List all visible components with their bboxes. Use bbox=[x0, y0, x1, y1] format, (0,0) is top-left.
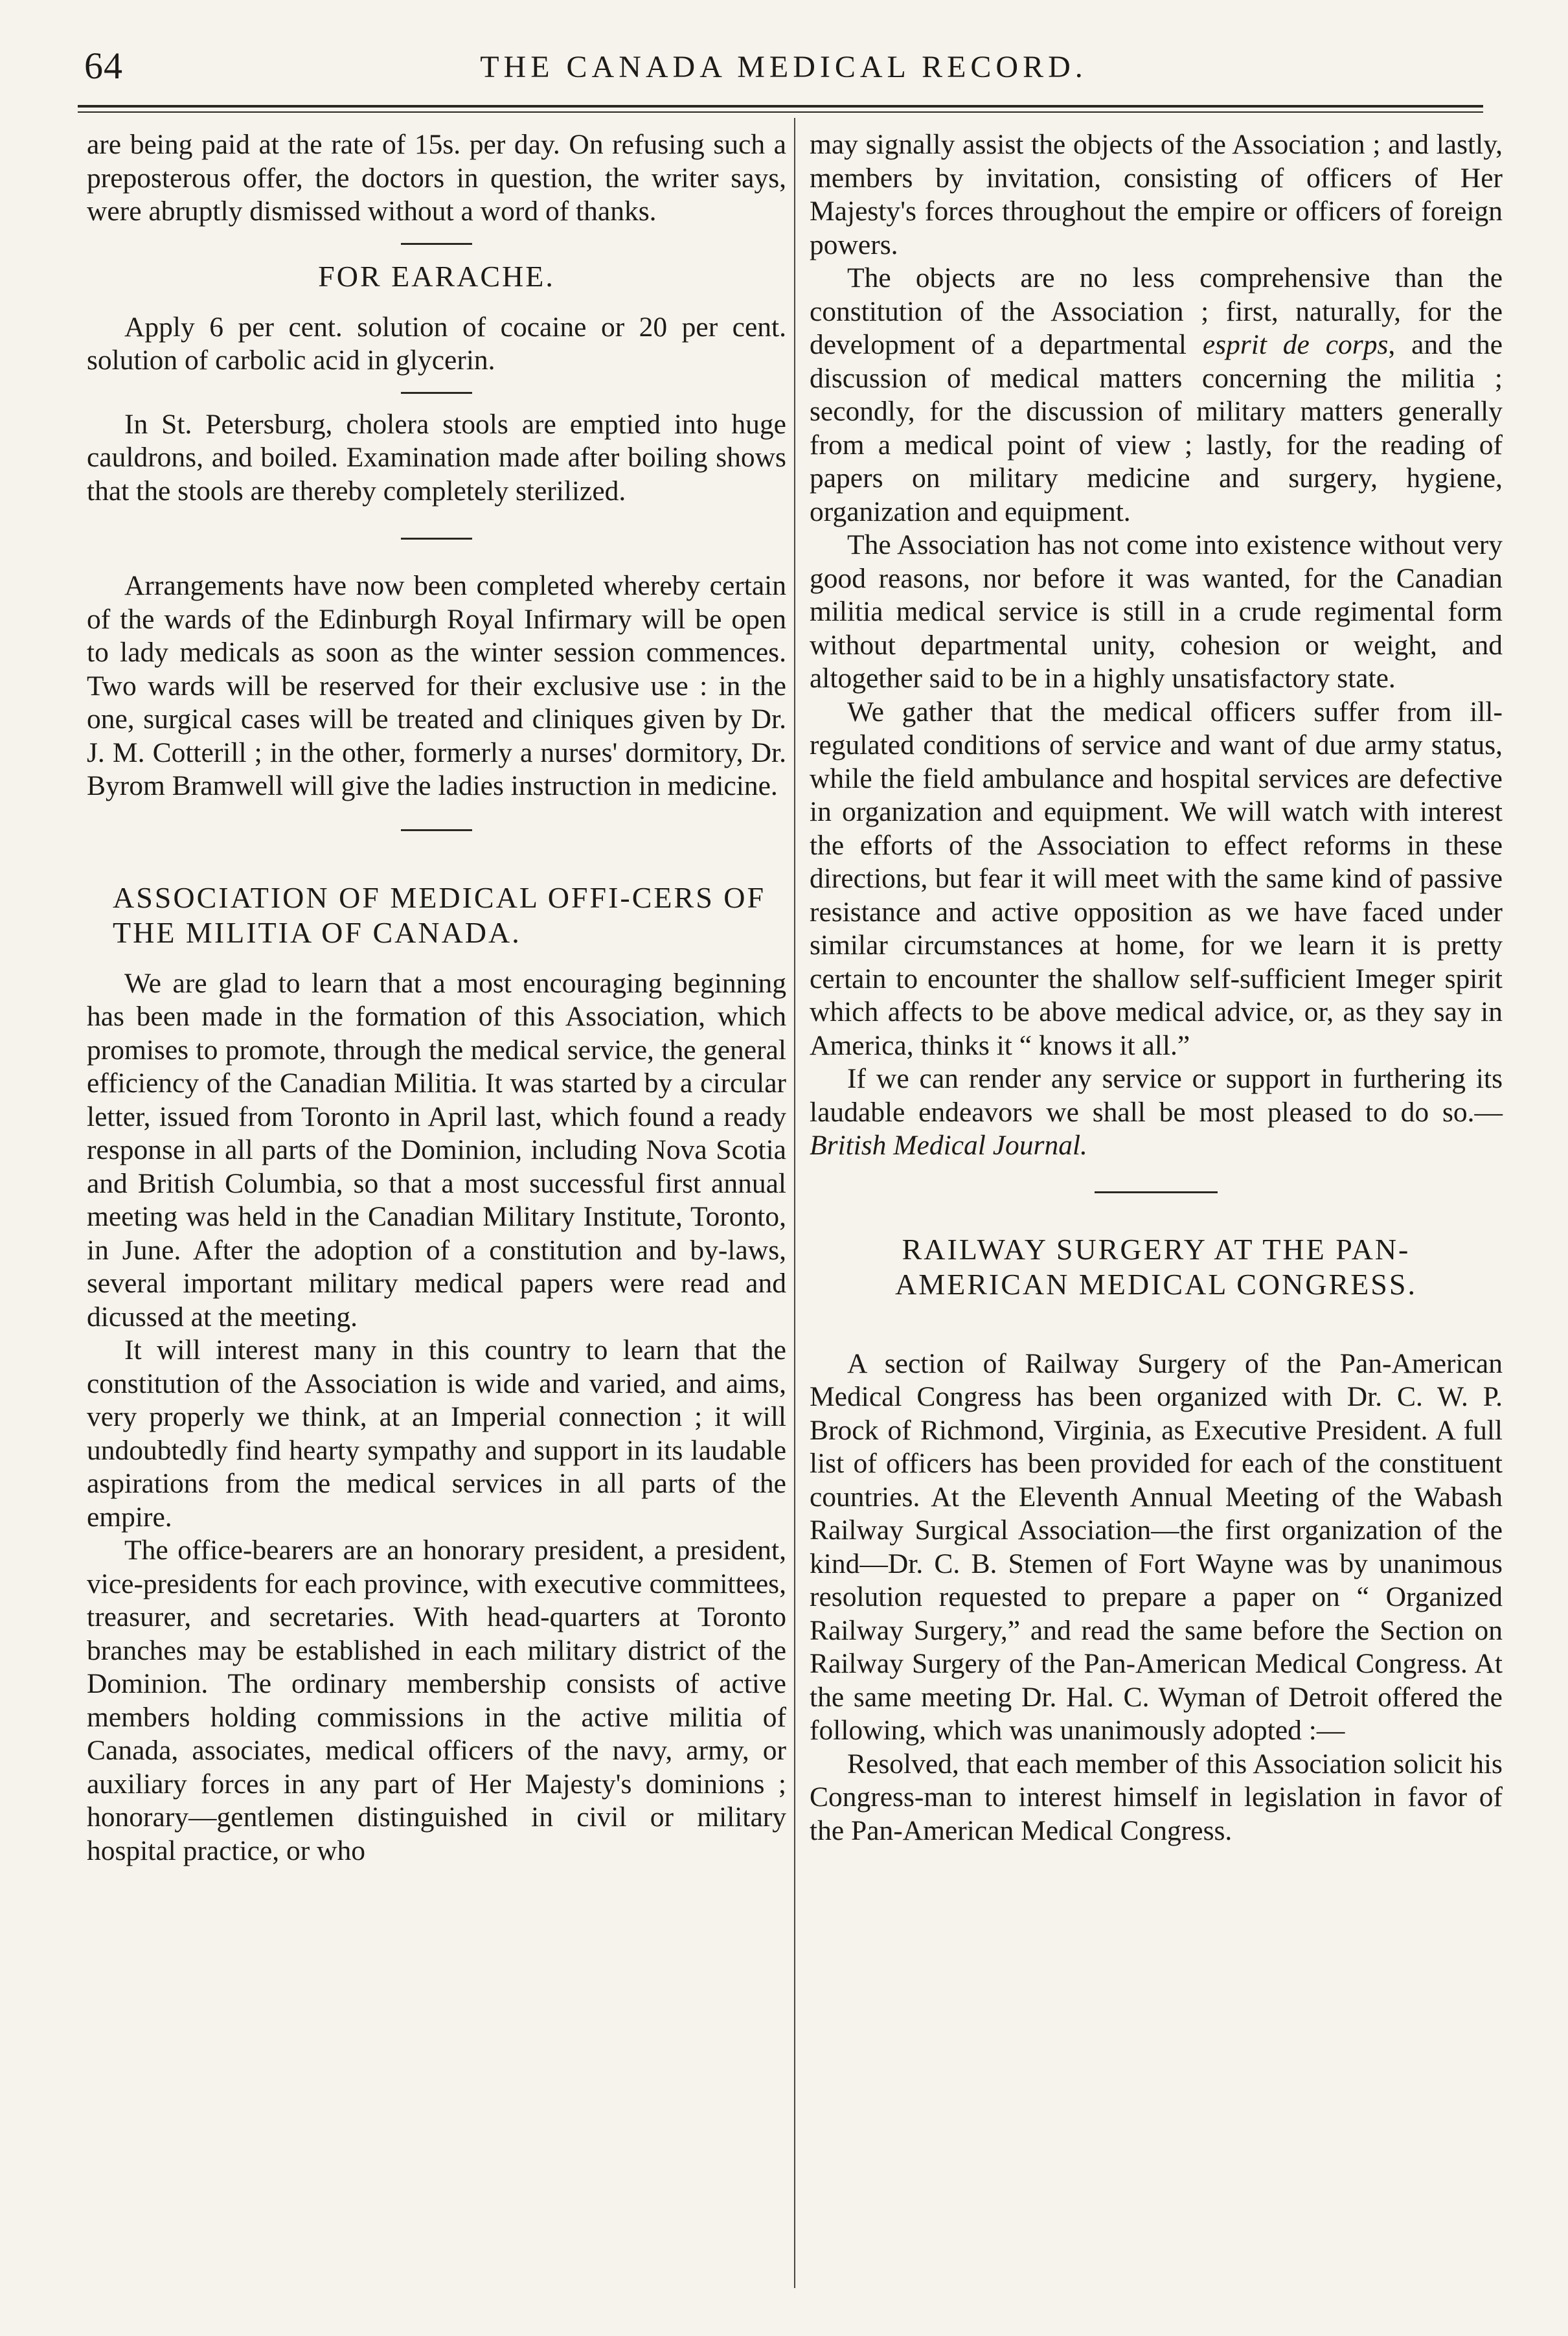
railway-paragraph-2: Resolved, that each member of this Association solicit his Congress-man to interest himself in legislation in favor of the Pan-American Medical Congress. bbox=[810, 1748, 1503, 1846]
objects-text-continued: , and the discussion of medical matters concerning the militia ; secondly, for the discussion of military matters generally from a medical point of view ; lastly, for the reading of papers on military medicine and surgery, hygiene, organization and equipment. bbox=[810, 329, 1503, 527]
gather-paragraph: We gather that the medical officers suffer from ill-regulated conditions of service and want of due army status, while the field ambulance and hospital services are defective in organization and equipment. We will watch with interest the efforts of the Association to effect reforms in these directions, but fear it will meet with the same kind of passive resistance and active opposition as we have faced under similar circumstances at home, for we learn it is pretty certain to encounter the shallow self-sufficient Imeger spirit which affects to be above medical advice, or, as they say in America, thinks it “ knows it all.” bbox=[810, 696, 1503, 1061]
edinburgh-paragraph: Arrangements have now been completed whereby certain of the wards of the Edinburgh Royal Infirmary will be open to lady medicals as soon as the winter session commences. Two wards will be reserved for their exclusive use : in the one, surgical cases will be treated and cliniques given by Dr. J. M. Cotterill ; in the other, formerly a nurses' dormitory, Dr. Byrom Bramwell will give the ladies instruction in medicine. bbox=[87, 570, 786, 801]
objects-text: The objects are no less comprehensive than the constitution of the Association ; first, naturally, for the development of a departmental bbox=[810, 262, 1503, 360]
continued-paragraph: may signally assist the objects of the Association ; and lastly, members by invitation, consisting of officers of Her Majesty's forces throughout the empire or officers of foreign powers. bbox=[810, 129, 1503, 260]
page-number: 64 bbox=[84, 45, 123, 87]
separator-rule bbox=[401, 392, 472, 394]
continued-paragraph: are being paid at the rate of 15s. per day. On refusing such a preposterous offer, the doctors in question, the writer says, were abruptly dismissed without a word of thanks. bbox=[87, 129, 786, 227]
railway-paragraph-1: A section of Railway Surgery of the Pan-American Medical Congress has been organized with Dr. C. W. P. Brock of Richmond, Virginia, as Executive President. A full list of officers has been provided for each of the constituent countries. At the Eleventh Annual Meeting of the Wabash Railway Surgical Association—the first organization of the kind—Dr. C. B. Stemen of Fort Wayne was by unanimous resolution requested to prepare a paper on “ Organized Railway Surgery,” and read the same before the Section on Railway Surgery of the Pan-American Medical Congress. At the same meeting Dr. Hal. C. Wyman of Detroit offered the following, which was unanimously adopted :— bbox=[810, 1347, 1503, 1746]
association-paragraph-1: We are glad to learn that a most encouraging beginning has been made in the formation of this Association, which promises to promote, through the medical service, the general efficiency of the Canadian Militia. It was started by a circular letter, issued from Toronto in April last, which found a ready response in all parts of the Dominion, including Nova Scotia and British Columbia, so that a most successful first annual meeting was held in the Canadian Military Institute, Toronto, in June. After the adoption of a constitution and by-laws, several important military medical papers were read and dicussed at the meeting. bbox=[87, 967, 786, 1333]
earache-heading: FOR EARACHE. bbox=[318, 259, 555, 293]
railway-heading: RAILWAY SURGERY AT THE PAN-AMERICAN MEDICAL CONGRESS. bbox=[895, 1232, 1417, 1301]
header-double-rule bbox=[78, 105, 1483, 113]
right-column bbox=[810, 128, 1503, 1848]
render-text: If we can render any service or support in furthering its laudable endeavors we shall be most pleased to do so.— bbox=[810, 1063, 1503, 1128]
running-title: THE CANADA MEDICAL RECORD. bbox=[480, 50, 1087, 84]
association-heading: ASSOCIATION OF MEDICAL OFFI-CERS OF THE MILITIA OF CANADA. bbox=[113, 880, 766, 949]
page-header bbox=[84, 40, 1483, 92]
render-paragraph bbox=[810, 1062, 1503, 1163]
separator-rule bbox=[401, 829, 472, 831]
separator-rule bbox=[401, 243, 472, 245]
objects-paragraph bbox=[810, 262, 1503, 529]
separator-rule bbox=[401, 538, 472, 540]
association-paragraph-2: It will interest many in this country to learn that the constitution of the Association is wide and varied, and aims, very properly we think, at an Imperial connection ; it will undoubtedly find hearty sympathy and support in its laudable aspirations from the medical services in all parts of the empire. bbox=[87, 1334, 786, 1533]
cholera-paragraph: In St. Petersburg, cholera stools are emptied into huge cauldrons, and boiled. Examination made after boiling shows that the stools are thereby completely sterilized. bbox=[87, 408, 786, 507]
left-column bbox=[87, 128, 786, 1868]
esprit-de-corps: esprit de corps bbox=[1202, 329, 1389, 360]
separator-rule bbox=[1095, 1191, 1218, 1193]
existence-paragraph: The Association has not come into existence without very good reasons, nor before it was wanted, for the Canadian militia medical service is still in a crude regimental form without departmental unity, cohesion or weight, and altogether said to be in a highly unsatisfactory state. bbox=[810, 529, 1503, 694]
column-divider bbox=[794, 118, 795, 2288]
citation: British Medical Journal. bbox=[810, 1130, 1087, 1161]
association-paragraph-3: The office-bearers are an honorary president, a president, vice-presidents for each province, with executive committees, treasurer, and secretaries. With head-quarters at Toronto branches may be established in each military district of the Dominion. The ordinary membership consists of active members holding commissions in the active militia of Canada, associates, medical officers of the navy, army, or auxiliary forces in any part of Her Majesty's dominions ; honorary—gentlemen distinguished in civil or military hospital practice, or who bbox=[87, 1535, 786, 1866]
earache-paragraph: Apply 6 per cent. solution of cocaine or 20 per cent. solution of carbolic acid in glycerin. bbox=[87, 311, 786, 376]
